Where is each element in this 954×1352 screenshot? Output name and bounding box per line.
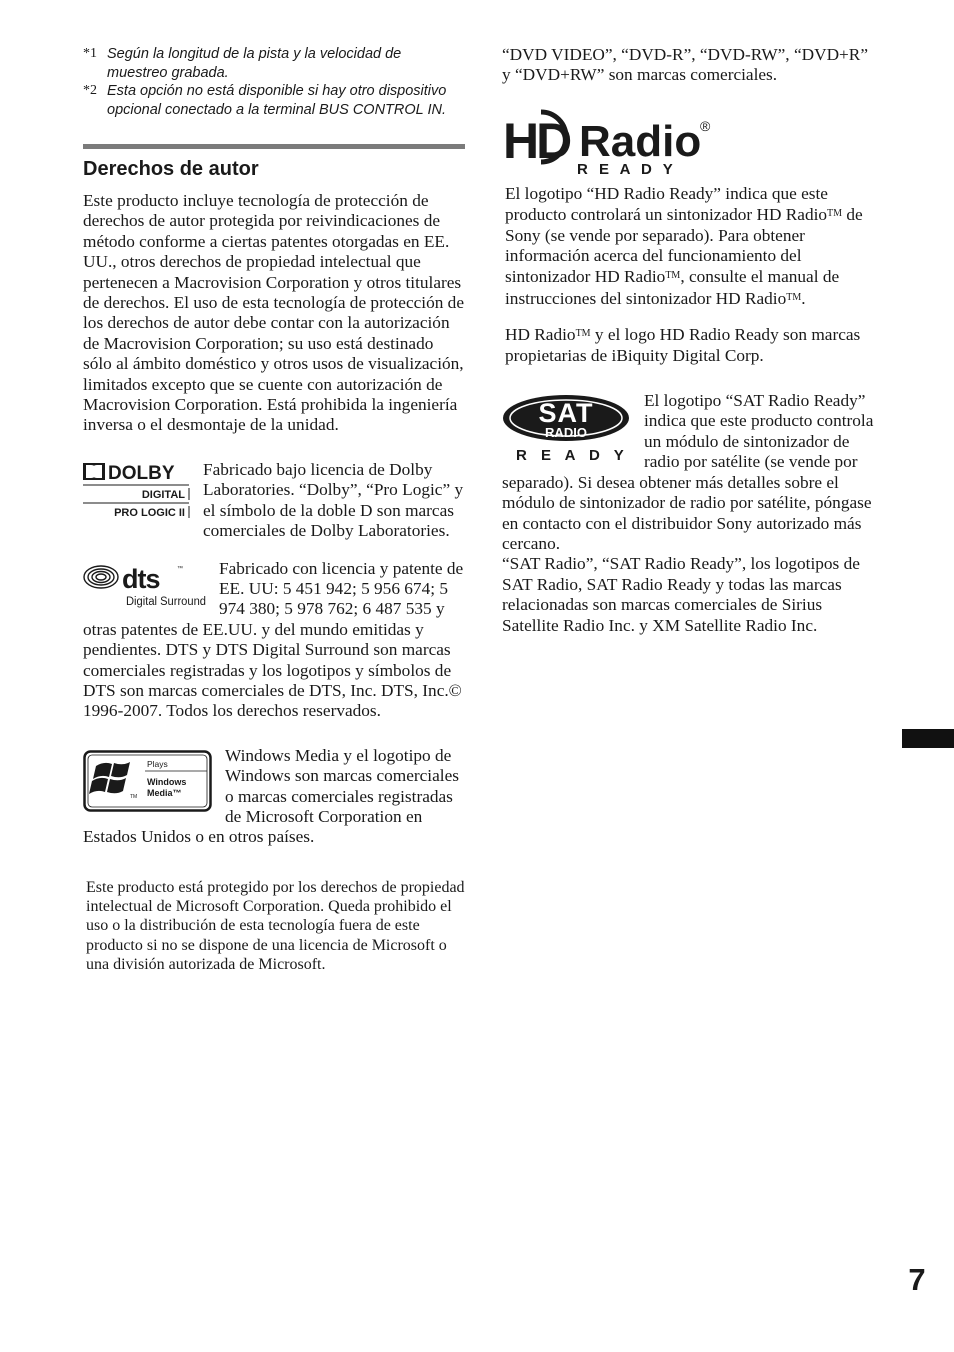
footnote-text: Según la longitud de la pista y la velocidad de muestreo grabada. (107, 46, 402, 81)
windows-text: Windows (147, 776, 187, 787)
dolby-logo (83, 463, 191, 526)
sat-radio-logo (502, 394, 632, 469)
windows-media-text: Windows Media y el logotipo de Windows son marcas comerciales o marcas comerciales registradas de Microsoft Corporation en Estados Unidos o en otros países. (83, 745, 459, 847)
left-column (83, 45, 465, 974)
windows-plays-text: Plays (147, 758, 168, 769)
media-text: Media™ (147, 787, 182, 798)
sat-radio-radio-text: RADIO (545, 425, 587, 441)
dolby-wordmark: DOLBY (108, 462, 175, 484)
hd-radio-tm-text-a: HD Radio (505, 325, 576, 345)
sat-radio-trademark: “SAT Radio”, “SAT Radio Ready”, los logotipos de SAT Radio, SAT Radio Ready y todas las marcas relacionadas son marcas comerciales de Sirius Satellite Radio Inc. y XM Satellite Radio Inc. (502, 554, 860, 635)
hd-radio-text-d: . (801, 288, 806, 308)
section-heading: Derechos de autor (83, 158, 259, 180)
dts-text: Fabricado con licencia y patente de EE. UU: 5 451 942; 5 956 674; 5 974 380; 5 978 762; 6 487 535 y otras patentes de EE.UU. y del mundo emitidas y pendientes. DTS y DTS Digital Surround son marcas comerciales registradas y los logotipos y símbolos de DTS son marcas comerciales de DTS, Inc. DTS, Inc.© 1996-2007. Todos los derechos reservados. (83, 558, 464, 721)
section-rule (83, 144, 465, 149)
tm-mark: TM (575, 328, 591, 340)
dolby-digital-text: DIGITAL (141, 488, 185, 501)
dolby-text: Fabricado bajo licencia de Dolby Laboratories. “Dolby”, “Pro Logic” y el símbolo de la doble D son marcas comerciales de Dolby Laboratories. (203, 459, 464, 541)
tm-mark: TM (827, 208, 843, 220)
hd-radio-tm-text-b: y el logo HD Radio Ready son marcas propietarias de iBiquity Digital Corp. (505, 325, 861, 365)
hd-radio-ready-text: R E A D Y (577, 160, 677, 176)
hd-radio-hd-text: HD (503, 112, 570, 169)
right-column (502, 45, 874, 636)
hd-radio-text-c: , consulte el manual de instrucciones del sintonizador HD Radio (505, 267, 840, 308)
dts-logo (83, 563, 207, 614)
page-number: 7 (908, 1262, 926, 1297)
footnote-2 (83, 82, 465, 119)
footnote-text: Esta opción no está disponible si hay otro dispositivo opcional conectado a la terminal BUS CONTROL IN. (107, 83, 447, 118)
hd-radio-trademark (505, 324, 874, 366)
dts-subtitle: Digital Surround (126, 595, 206, 608)
microsoft-notice: Este producto está protegido por los derechos de propiedad intelectual de Microsoft Corporation. Queda prohibido el uso o la distribución de esta tecnología fuera de este producto si no se dispone de una licencia de Microsoft o una división autorizada de Microsoft. (86, 878, 465, 973)
sat-radio-ready-text: R E A D Y (516, 447, 629, 465)
hd-radio-registered: ® (700, 117, 711, 134)
windows-media-block (83, 746, 465, 848)
hd-radio-text-b: de Sony (se vende por separado). Para obtener información acerca del funcionamiento del sintonizador HD Radio (505, 205, 863, 287)
dvd-trademarks: “DVD VIDEO”, “DVD-R”, “DVD-RW”, “DVD+R” y “DVD+RW” son marcas comerciales. (502, 45, 868, 85)
hd-radio-radio-text: Radio (579, 116, 702, 166)
sat-radio-sat-text: SAT (538, 398, 594, 429)
footnote-mark: *1 (83, 46, 97, 61)
copyright-paragraph: Este producto incluye tecnología de protección de derechos de autor protegida por reivindicaciones de método conforme a ciertas patentes otorgadas en EE. UU., otros derechos de propiedad intelectual que pertenecen a Macrovision Corporation y otros titulares de derechos. El uso de esta tecnología de protección de los derechos de autor debe contar con la autorización de Macrovision Corporation; su uso está destinado sólo al ámbito doméstico y otros usos de visualización, limitados excepto que se cuente con autorización de Macrovision Corporation. Está prohibida la ingeniería inversa o el desmontaje de la unidad. (83, 191, 464, 435)
footnote-1 (83, 45, 465, 82)
windows-media-logo (83, 750, 213, 817)
footnote-mark: *2 (83, 83, 97, 98)
dolby-prologic-text: PRO LOGIC II (114, 506, 185, 519)
hd-radio-text-a: El logotipo “HD Radio Ready” indica que este producto controlará un sintonizador HD Radio (505, 183, 828, 225)
tm-mark: TM (665, 270, 681, 282)
dts-swirl-icon (84, 566, 118, 588)
hd-radio-paragraph (505, 184, 874, 309)
dts-wordmark: dts (122, 563, 160, 594)
language-tab-marker (902, 729, 954, 748)
dts-block (83, 559, 465, 722)
sat-radio-text: El logotipo “SAT Radio Ready” indica que este producto controla un módulo de sintonizador de radio por satélite (se vende por separado). Si desea obtener más detalles sobre el módulo de sintonizador de radio por satélite, póngase en contacto con el distribuidor Sony autorizado más cercano. (502, 391, 874, 553)
tm-mark: TM (786, 291, 802, 303)
dts-tm: ™ (177, 565, 183, 572)
dolby-block (83, 460, 465, 542)
windows-tm: TM (130, 793, 138, 800)
sat-radio-block (502, 391, 874, 636)
hd-radio-logo (503, 106, 874, 181)
